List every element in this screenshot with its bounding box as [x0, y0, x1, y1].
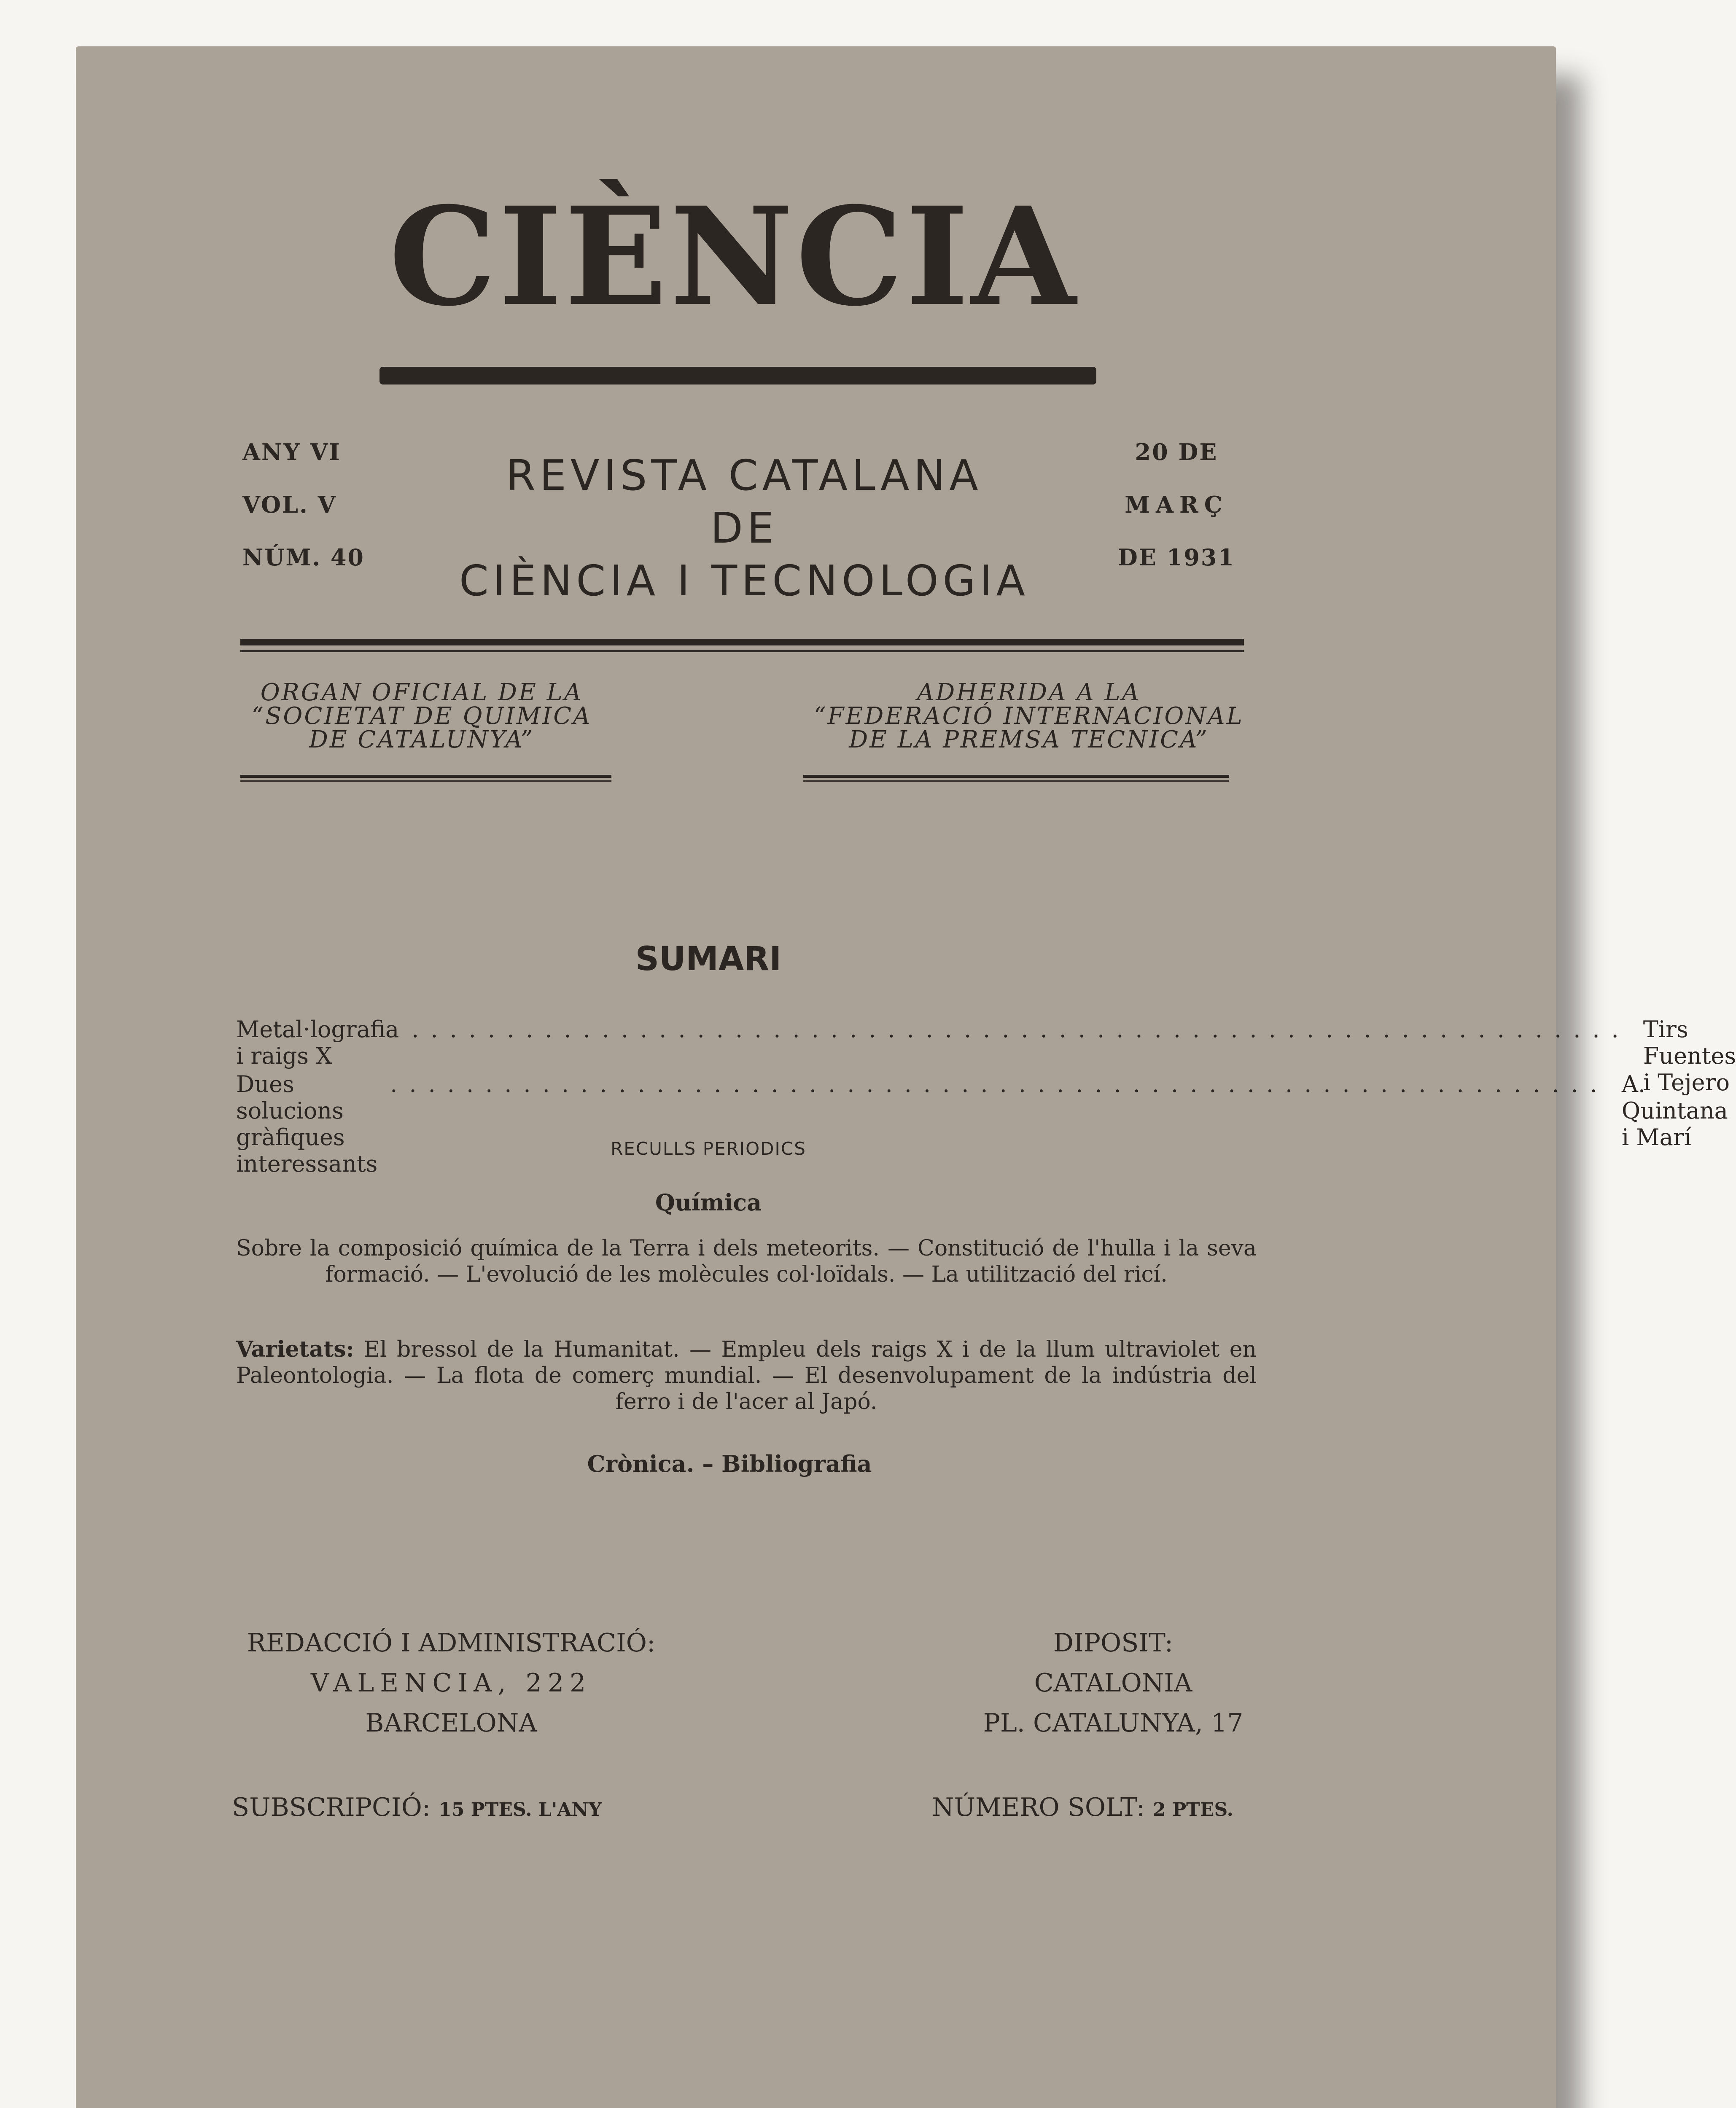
reculls-heading: RECULLS PERIODICS: [611, 1138, 806, 1159]
single-issue-price: [932, 1788, 1354, 1830]
notice-left-rule: [240, 775, 611, 782]
toc-leader-dots: ................................................................: [390, 1071, 1609, 1097]
sumari-heading: SUMARI: [635, 940, 782, 978]
subtitle-line-2: DE: [710, 503, 778, 553]
notice-federation: ADHERIDA A LA “FEDERACIÓ INTERNACIONAL DE LA PREMSA TECNICA”: [814, 679, 1244, 753]
issue-date: [1105, 426, 1248, 584]
subscription-value: 15 PTES. L'ANY: [439, 1799, 602, 1820]
subtitle-line-3: CIÈNCIA I TECNOLOGIA: [459, 556, 1029, 605]
notice-right-rule: [803, 775, 1229, 782]
toc-entry-title: Metal·lografia i raigs X: [236, 1016, 399, 1069]
number-label: NÚM. 40: [242, 544, 365, 571]
editorial-address: [219, 1623, 683, 1743]
date-day: 20 DE: [1135, 438, 1218, 465]
cronica-bibliografia: Crònica. – Bibliografia: [587, 1450, 872, 1477]
editorial-city: BARCELONA: [365, 1708, 537, 1738]
masthead-title: CIÈNCIA: [389, 178, 1079, 336]
varietats-label: Varietats:: [236, 1336, 354, 1362]
magazine-cover: [76, 46, 1736, 2108]
toc-entry-author: Tirs Fuentes i Tejero: [1643, 1016, 1736, 1096]
deposit-label: DIPOSIT:: [1053, 1628, 1173, 1658]
issue-meta-left: [242, 426, 382, 584]
deposit-name: CATALONIA: [1034, 1668, 1192, 1698]
date-month: MARÇ: [1125, 491, 1228, 518]
single-issue-label: NÚMERO SOLT:: [932, 1793, 1145, 1822]
quimica-heading: Química: [655, 1189, 762, 1216]
editorial-street: VALENCIA, 222: [310, 1668, 592, 1698]
notice-official-organ: ORGAN OFICIAL DE LA “SOCIETAT DE QUIMICA DE CATALUNYA”: [251, 679, 592, 753]
masthead-rule: [379, 367, 1096, 384]
subtitle-line-1: REVISTA CATALANA: [506, 451, 982, 500]
year-label: ANY VI: [242, 438, 341, 465]
toc-entry-author: A. Quintana i Marí: [1621, 1071, 1728, 1151]
quimica-summary: Sobre la composició química de la Terra i dels meteorits. — Constitució de l'hulla i la seva formació. — L'evolució de les molècules col·loïdals. — La utilització del ricí.: [236, 1236, 1257, 1287]
toc-leader-dots: ................................................................: [412, 1016, 1631, 1043]
subtitle-block: [388, 449, 1101, 607]
toc-entry-2: [236, 1071, 1728, 1177]
header-double-rule: [240, 639, 1244, 652]
editorial-label: REDACCIÓ I ADMINISTRACIÓ:: [247, 1628, 656, 1658]
toc-entry-title: Dues solucions gràfiques interessants: [236, 1071, 378, 1177]
varietats-summary: [236, 1336, 1257, 1415]
single-issue-value: 2 PTES.: [1153, 1799, 1233, 1820]
varietats-text: El bressol de la Humanitat. — Empleu dels raigs X i de la llum ultraviolet en Paleontologia. — La flota de comerç mundial. — El desenvolupament de la indústria del ferro i de l'acer al Japó.: [236, 1337, 1257, 1414]
subscription-label: SUBSCRIPCIÓ:: [232, 1793, 431, 1822]
subscription-price: [232, 1788, 738, 1830]
date-year: DE 1931: [1117, 544, 1235, 571]
deposit-street: PL. CATALUNYA, 17: [983, 1708, 1243, 1738]
volume-label: VOL. V: [242, 491, 337, 518]
deposit-address: [919, 1623, 1307, 1743]
